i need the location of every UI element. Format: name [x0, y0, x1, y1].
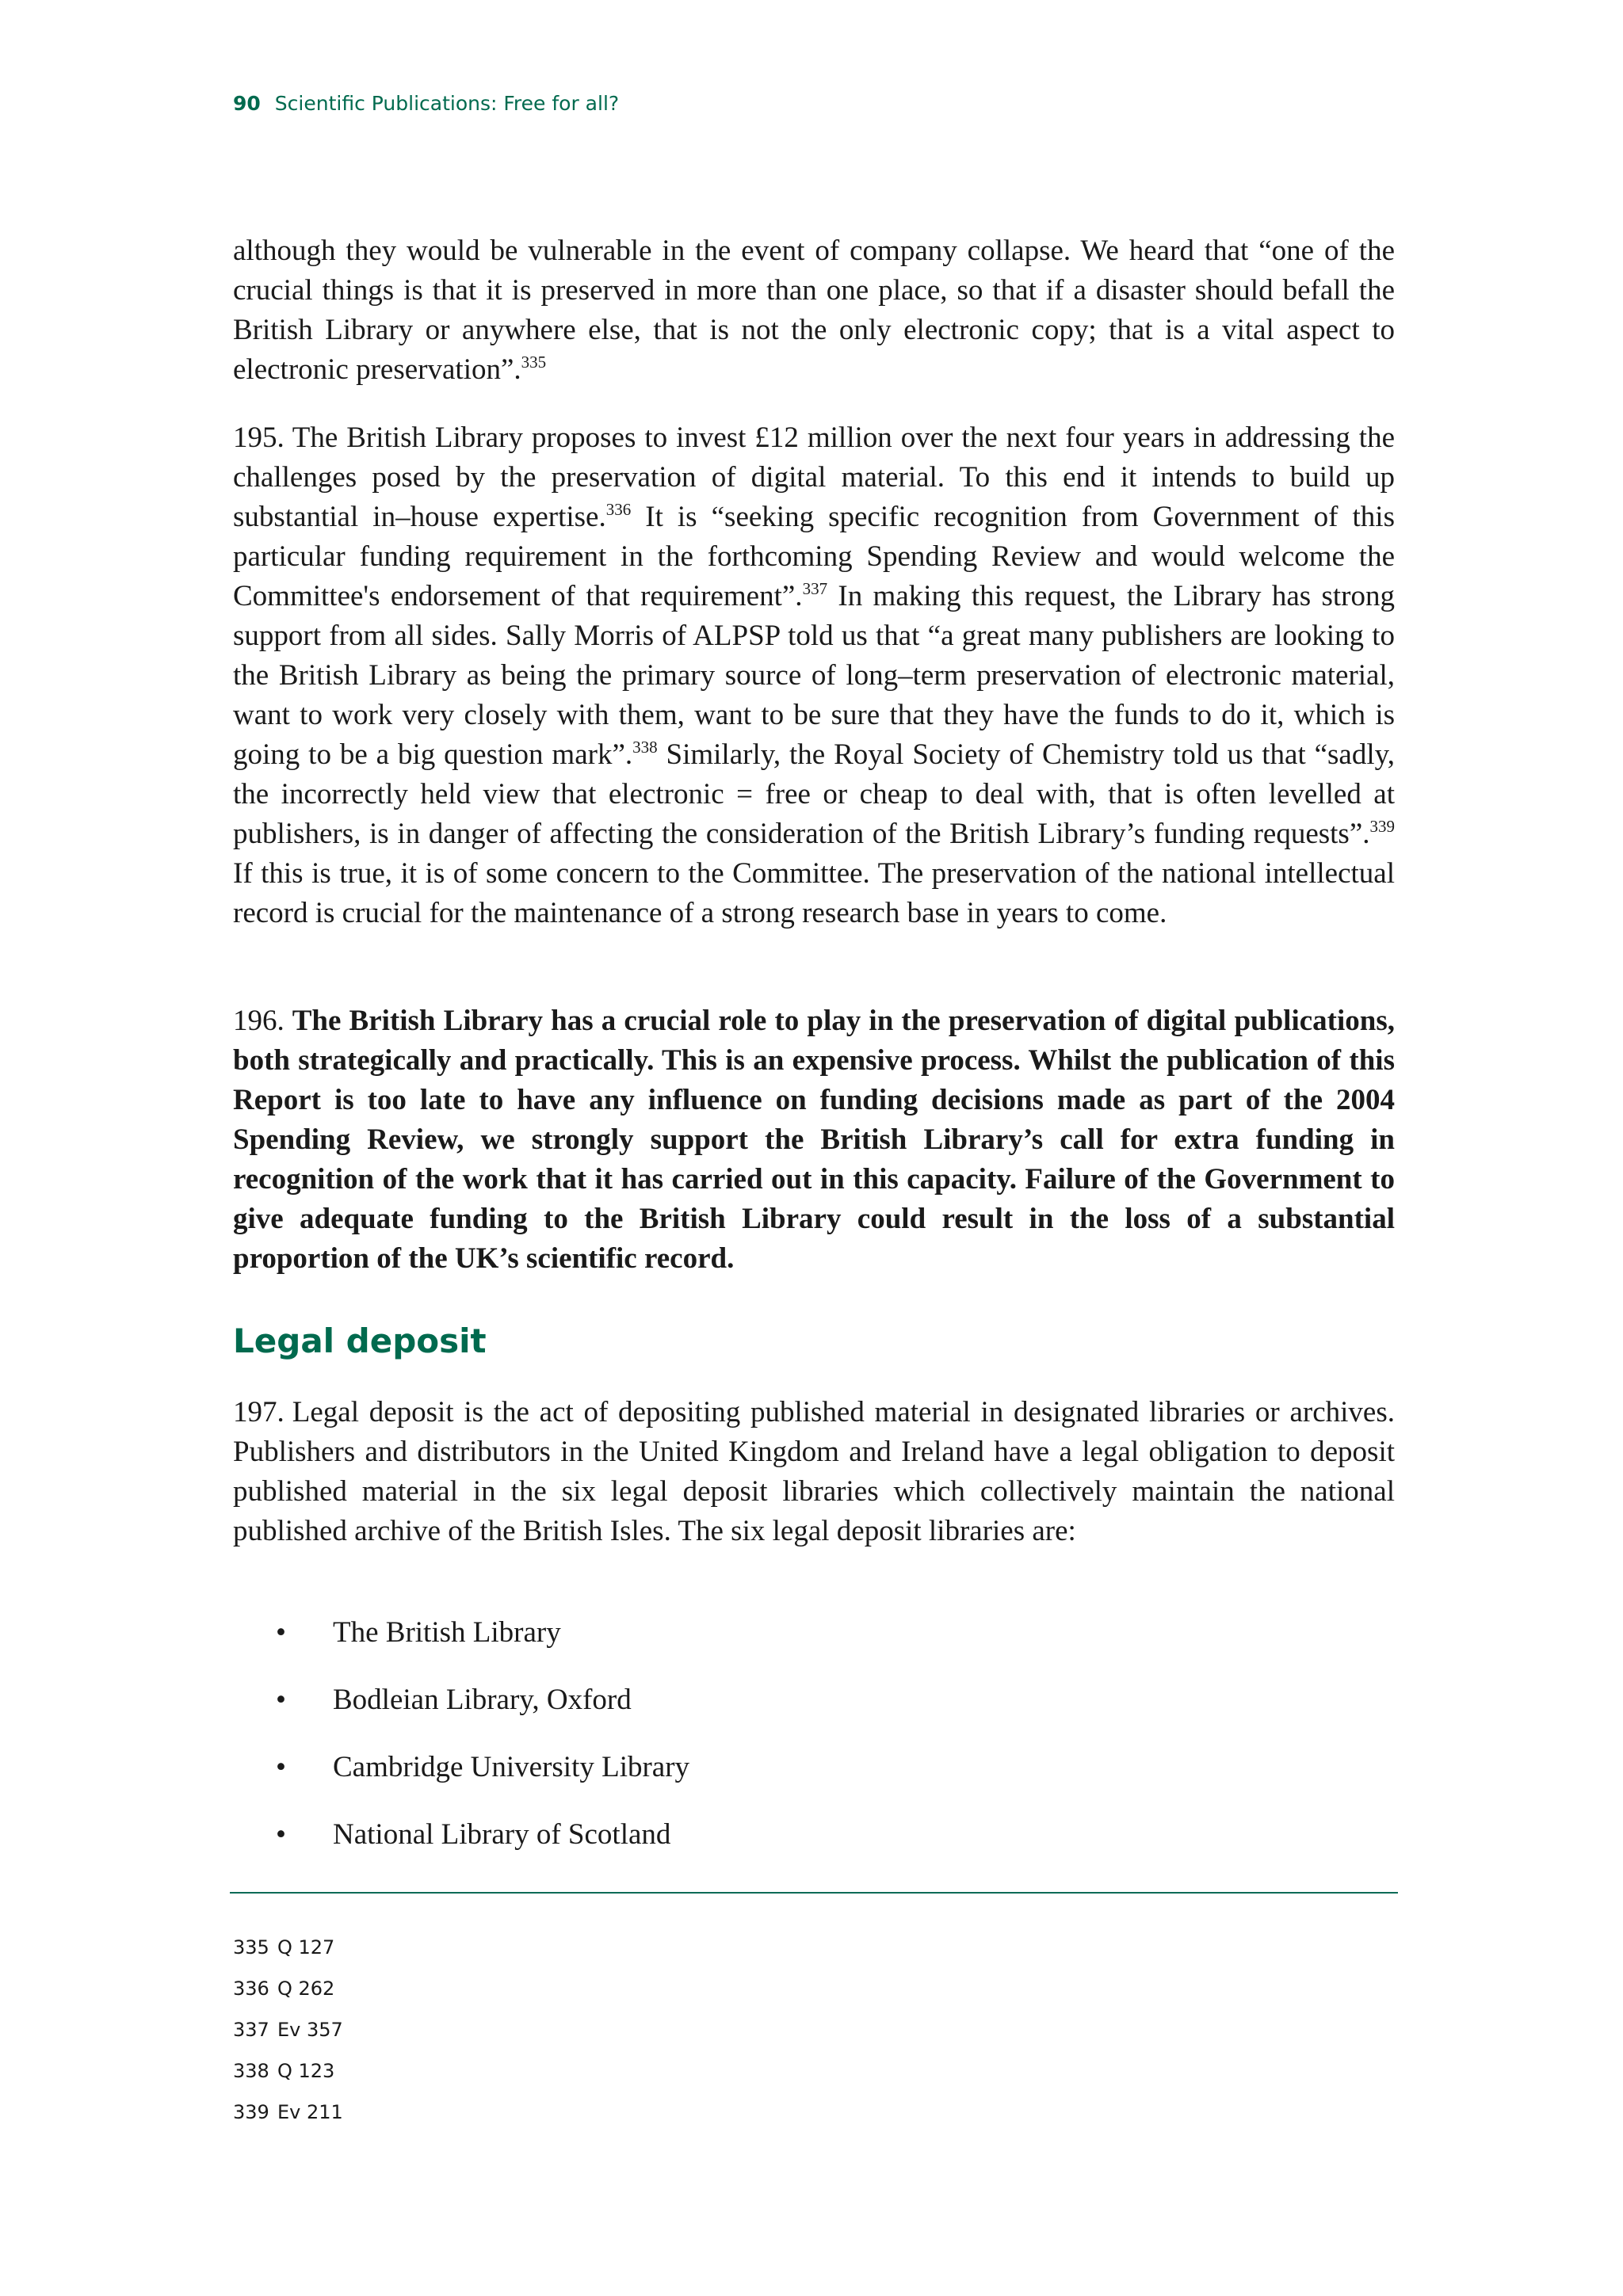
list-item [233, 1613, 1395, 1680]
library-name: National Library of Scotland [333, 1818, 671, 1851]
footnote-divider [230, 1892, 1398, 1894]
footnote-ref-335[interactable]: 335 [521, 353, 547, 372]
document-title: Scientific Publications: Free for all? [274, 92, 620, 115]
paragraph-number: 196. [233, 1005, 285, 1037]
footnote-ref-338[interactable]: 338 [632, 738, 658, 757]
recommendation-text: The British Library has a crucial role to play in the preservation of digital publications, both strategically and practically. This is an expensive process. Whilst the publication of this Report is too late to have any influence on funding decisions made as part of the 2004 Spending Review, we strongly support the British Library’s call for extra funding in recognition of the work that it has carried out in this capacity. Failure of the Government to give adequate funding to the British Library could result in the loss of a substantial proportion of the UK’s scientific record. [233, 1005, 1395, 1275]
list-item [233, 1680, 1395, 1748]
footnote-ref-336[interactable]: 336 [605, 500, 632, 519]
footnote-text: Q 127 [277, 1936, 335, 1958]
footnote-text: Ev 357 [277, 2019, 343, 2041]
footnote [233, 2059, 343, 2100]
footnote-text: Q 262 [277, 1978, 335, 2000]
footnote-ref-339[interactable]: 339 [1369, 817, 1395, 836]
library-name: Bodleian Library, Oxford [333, 1684, 632, 1716]
footnote-text: Ev 211 [277, 2101, 343, 2123]
footnote-number: 336 [233, 1978, 269, 2000]
bullet: • [276, 1616, 286, 1649]
paragraph-text: It is “seeking specific recognition from Government of this particular funding requirement in the forthcoming Spending Review and would welcome the Committee's endorsement of that requirement”. [233, 501, 1395, 612]
paragraph-text: Similarly, the Royal Society of Chemistry told us that “sadly, the incorrectly held view that electronic = free or cheap to deal with, that is often levelled at publishers, is in danger of affecting the consideration of the British Library’s funding requests”. [233, 738, 1395, 850]
footnote [233, 2100, 343, 2142]
bullet: • [276, 1684, 286, 1716]
footnote-number: 339 [233, 2101, 269, 2123]
footnote [233, 1936, 343, 1977]
bullet: • [276, 1751, 286, 1783]
paragraph-number: 197. [233, 1396, 285, 1428]
paragraph-text: although they would be vulnerable in the event of company collapse. We heard that “one of the crucial things is that it is preserved in more than one place, so that if a disaster should befall the British Library or anywhere else, that is not the only electronic copy; that is a vital aspect to electronic preservation”. [233, 235, 1395, 386]
bullet: • [276, 1818, 286, 1851]
page-number: 90 [233, 92, 261, 115]
legal-deposit-libraries-list [233, 1613, 1395, 1882]
library-name: The British Library [333, 1616, 561, 1649]
paragraph-number: 195. [233, 421, 285, 454]
paragraph-197 [233, 1393, 1395, 1551]
section-heading: Legal deposit [233, 1322, 487, 1360]
paragraph-text: The British Library proposes to invest £12 million over the next four years in addressing the challenges posed by the preservation of digital material. To this end it intends to build up substantial in–house expertise. [233, 421, 1395, 533]
footnote [233, 2018, 343, 2059]
list-item [233, 1748, 1395, 1815]
paragraph-continued [233, 231, 1395, 390]
running-header [233, 92, 619, 115]
list-item [233, 1815, 1395, 1882]
footnote-text: Q 123 [277, 2060, 335, 2082]
footnote [233, 1977, 343, 2018]
footnote-number: 335 [233, 1936, 269, 1958]
library-name: Cambridge University Library [333, 1751, 690, 1783]
footnote-ref-337[interactable]: 337 [802, 579, 828, 598]
paragraph-196-recommendation [233, 1001, 1395, 1279]
paragraph-text: In making this request, the Library has strong support from all sides. Sally Morris of ALPSP told us that “a great many publishers are looking to the British Library as being the primary source of long–term preservation of electronic material, want to work very closely with them, want to be sure that they have the funds to do it, which is going to be a big question mark”. [233, 580, 1395, 771]
paragraph-195 [233, 418, 1395, 933]
footnote-number: 338 [233, 2060, 269, 2082]
footnotes [233, 1936, 343, 2142]
paragraph-text: If this is true, it is of some concern to the Committee. The preservation of the national intellectual record is crucial for the maintenance of a strong research base in years to come. [233, 857, 1395, 929]
paragraph-text: Legal deposit is the act of depositing published material in designated libraries or archives. Publishers and distributors in the United Kingdom and Ireland have a legal obligation to deposit published material in the six legal deposit libraries which collectively maintain the national published archive of the British Isles. The six legal deposit libraries are: [233, 1396, 1395, 1547]
footnote-number: 337 [233, 2019, 269, 2041]
